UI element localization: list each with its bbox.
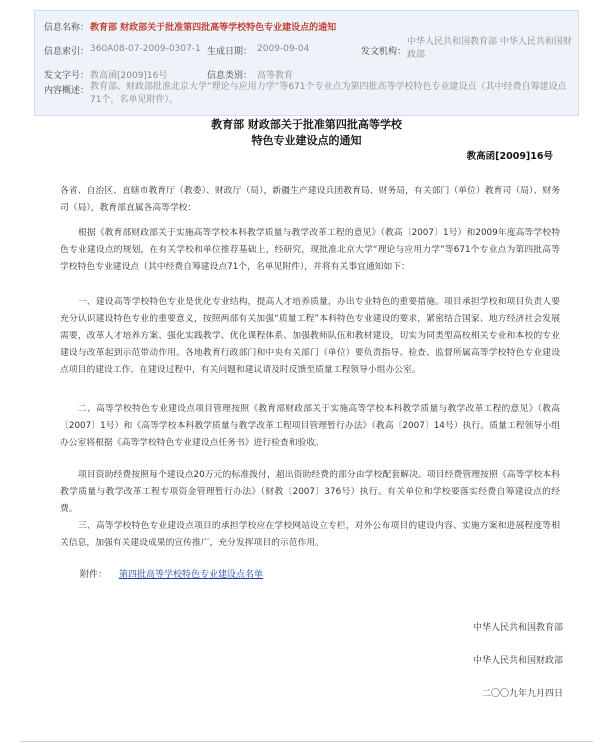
index-label: 信息索引： xyxy=(44,47,90,57)
addressee: 各省、自治区、直辖市教育厅（教委）、财政厅（局），新疆生产建设兵团教育局、财务局，有关部门（单位）教育司（局）、财务司（局），教育部直属各高等学校： xyxy=(60,186,560,213)
footer-divider xyxy=(20,741,593,742)
summary-value: 教育部、财政部批准北京大学“理论与应用力学”等671个专业点为第四批高等学校特色专业建设点（其中经费自筹建设点71个，名单见附件）。 xyxy=(90,82,567,105)
paragraph-1: 根据《教育部财政部关于实施高等学校本科教学质量与教学改革工程的意见》（教高〔2007〕1号）和2009年度高等学校特色专业建设点的规划，在有关学校和单位推荐基础上，经研究，现批准北京大学“理论与应用力学”等671个专业点为第四批高等学校特色专业建设点（其中经费自筹建设点71个，名单见附件），并将有关事宜通知如下： xyxy=(60,228,560,272)
paragraph-2: 一、建设高等学校特色专业是优化专业结构，提高人才培养质量，办出专业特色的重要措施。项目承担学校和项目负责人要充分认识建设特色专业的重要意义，按照两部有关加强“质量工程”本科特色专业建设的要求，紧密结合国家、地方经济社会发展需要，改革人才培养方案、强化实践教学、优化课程体系、加强教师队伍和教材建设，切实为同类型高校相关专业和本校的专业建设与改革起到示范带动作用。各地教育行政部门和中央有关部门（单位）要负责指导、检查、监督所属高等学校特色专业建设点项目的建设工作。在建设过程中，有关问题和建议请及时反馈至质量工程领导小组办公室。 xyxy=(60,297,560,375)
name-value: 教育部 财政部关于批准第四批高等学校特色专业建设点的通知 xyxy=(90,23,337,33)
info-panel xyxy=(34,10,579,116)
article-title-line1: 教育部 财政部关于批准第四批高等学校 xyxy=(211,118,402,131)
article-title-line2: 特色专业建设点的通知 xyxy=(251,134,362,147)
doc-number: 教高函[2009]16号 xyxy=(466,151,553,162)
date-label: 生成日期： xyxy=(207,47,253,57)
signature-mof: 中华人民共和国财政部 xyxy=(472,656,563,666)
index-value: 360A08-07-2009-0307-1 xyxy=(90,44,201,54)
attachment-link[interactable]: 第四批高等学校特色专业建设点名单 xyxy=(119,570,264,580)
attachment-label: 附件： xyxy=(80,570,108,580)
attachment xyxy=(80,567,263,580)
signature-moe: 中华人民共和国教育部 xyxy=(472,623,563,633)
docno-value: 教高函[2009]16号 xyxy=(90,71,168,81)
issuer-label: 发文机构： xyxy=(361,47,407,57)
name-label: 信息名称： xyxy=(44,23,90,33)
category-value: 高等教育 xyxy=(257,71,294,81)
category-label: 信息类别： xyxy=(207,71,253,81)
paragraph-5: 三、高等学校特色专业建设点项目的承担学校应在学校网站设立专栏，对外公布项目的建设内容、实施方案和进展程度等相关信息，加强有关建设成果的宣传推广，充分发挥项目的示范作用。 xyxy=(60,521,560,548)
paragraph-3: 二、高等学校特色专业建设点项目管理按照《教育部财政部关于实施高等学校本科教学质量与教学改革工程的意见》（教高〔2007〕1号）和《高等学校本科教学质量与教学改革工程项目管理暂行办法》（教高〔2007〕14号）执行。质量工程领导小组办公室将根据《高等学校特色专业建设点任务书》进行检查和验收。 xyxy=(60,404,560,448)
date-value: 2009-09-04 xyxy=(257,44,310,54)
signature-date: 二〇〇九年九月四日 xyxy=(481,689,563,699)
paragraph-4: 项目资助经费按照每个建设点20万元的标准拨付，超出资助经费的部分由学校配套解决。项目经费管理按照《高等学校本科教学质量与教学改革工程专项资金管理暂行办法》（财教〔2007〕376号）执行。有关单位和学校要落实经费自筹建设点的经费。 xyxy=(60,470,560,514)
issuer-value: 中华人民共和国教育部 中华人民共和国财政部 xyxy=(407,37,572,60)
docno-label: 发文字号： xyxy=(44,71,90,81)
summary-label: 内容概述： xyxy=(44,86,90,96)
